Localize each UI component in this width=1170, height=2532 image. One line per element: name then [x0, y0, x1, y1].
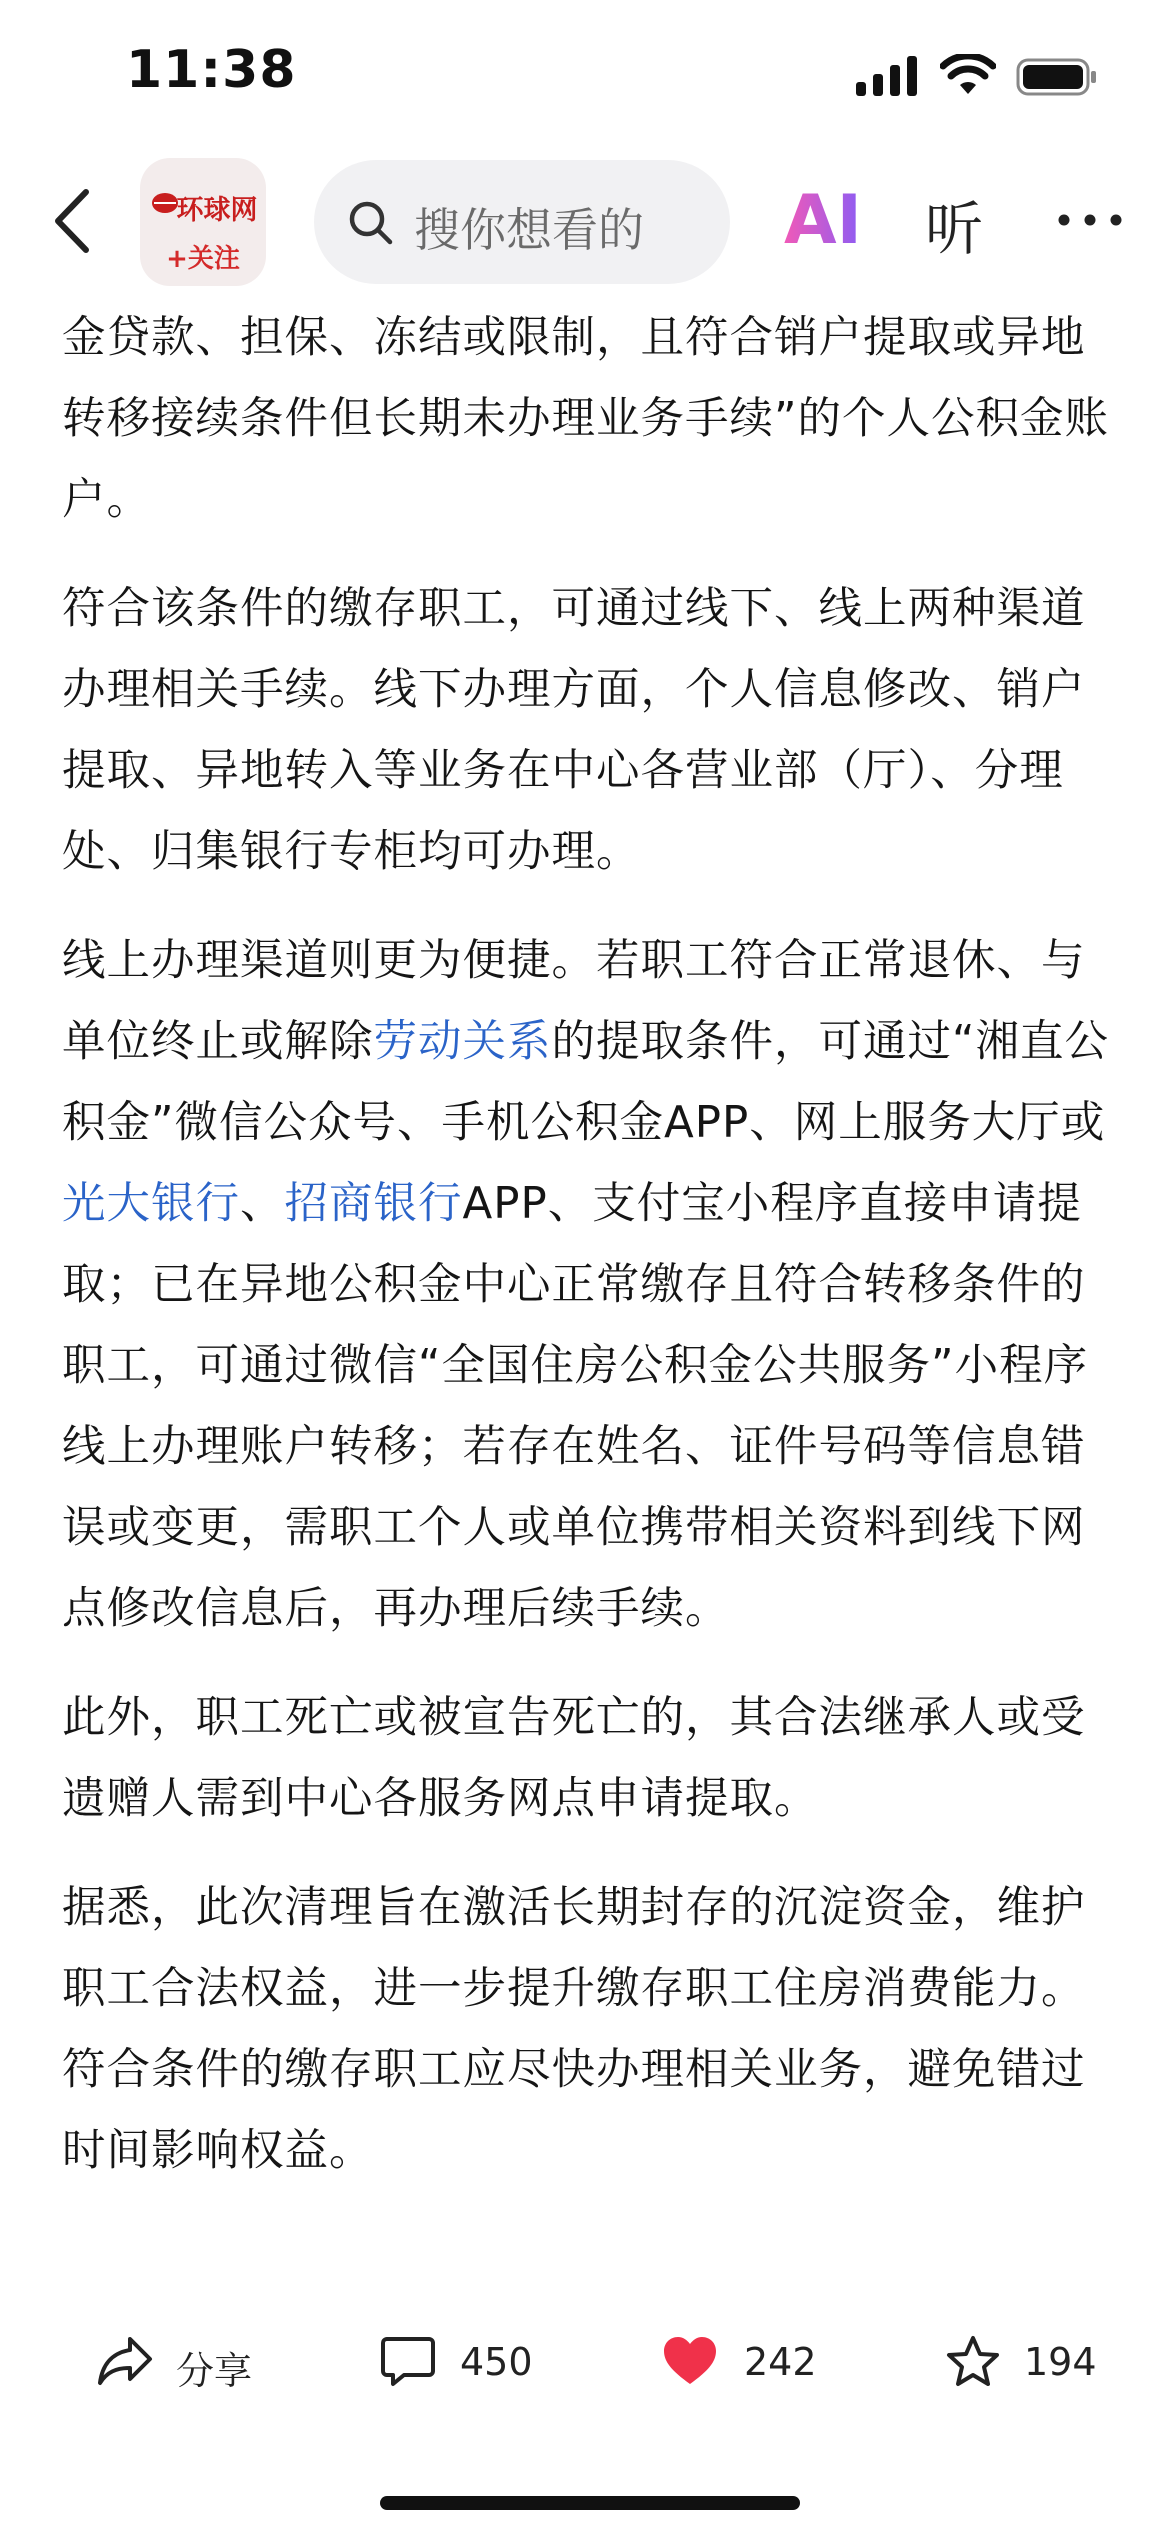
like-count: 242 — [744, 2340, 817, 2384]
paragraph-text: 符合该条件的缴存职工，可通过线下、线上两种渠道办理相关手续。线下办理方面，个人信息修改、销户提取、异地转入等业务在中心各营业部（厅）、分理处、归集银行专柜均可办理。 — [62, 584, 1086, 877]
article-body — [62, 298, 1112, 2192]
paragraph-text: 线上办理渠道则更为便捷。若职工符合正常退休、与单位终止或解除 — [62, 936, 1086, 1067]
home-indicator — [380, 2496, 800, 2510]
action-bar — [0, 2318, 1170, 2408]
heart-icon — [662, 2334, 718, 2388]
publisher-avatar[interactable] — [140, 158, 266, 286]
paragraph-text: 此外，职工死亡或被宣告死亡的，其合法继承人或受遗赠人需到中心各服务网点申请提取。 — [62, 1693, 1086, 1824]
status-bar — [0, 0, 1170, 150]
search-input[interactable] — [314, 160, 730, 284]
listen-button[interactable]: 听 — [925, 195, 984, 263]
article-paragraph — [62, 921, 1112, 1650]
share-label: 分享 — [176, 2349, 253, 2393]
article-paragraph — [62, 569, 1112, 893]
back-arrow-icon[interactable] — [48, 186, 98, 256]
article-paragraph — [62, 1868, 1112, 2192]
paragraph-text: 的提取条件，可通过“湘直公积金”微信公众号、手机公积金APP、网上服务大厅或 — [62, 1017, 1110, 1148]
battery-icon — [1016, 58, 1098, 96]
inline-link[interactable]: 劳动关系 — [373, 1017, 552, 1067]
comment-button[interactable] — [380, 2318, 560, 2408]
wifi-icon — [940, 54, 996, 96]
paragraph-text: APP、支付宝小程序直接申请提取；已在异地公积金中心正常缴存且符合转移条件的职工，可通过微信“全国住房公积金公共服务”小程序线上办理账户转移；若存在姓名、证件号码等信息错误或变更，需职工个人或单位携带相关资料到线下网点修改信息后，再办理后续手续。 — [62, 1179, 1089, 1634]
article-paragraph — [62, 298, 1112, 541]
ai-button[interactable] — [784, 176, 864, 266]
favorite-count: 194 — [1024, 2340, 1097, 2384]
article-paragraph — [62, 1678, 1112, 1840]
comment-icon — [380, 2334, 436, 2388]
share-icon — [96, 2334, 154, 2388]
paragraph-text: 金贷款、担保、冻结或限制，且符合销户提取或异地转移接续条件但长期未办理业务手续”的个人公积金账户。 — [62, 313, 1110, 525]
top-nav — [0, 150, 1170, 290]
paragraph-text: 据悉，此次清理旨在激活长期封存的沉淀资金，维护职工合法权益，进一步提升缴存职工住房消费能力。符合条件的缴存职工应尽快办理相关业务，避免错过时间影响权益。 — [62, 1883, 1086, 2176]
inline-link[interactable]: 招商银行 — [284, 1179, 463, 1229]
follow-button[interactable]: +关注 — [166, 244, 240, 274]
search-icon — [348, 200, 394, 246]
status-time: 11:38 — [126, 40, 297, 100]
comment-count: 450 — [460, 2340, 533, 2384]
inline-link[interactable]: 光大银行 — [62, 1179, 240, 1229]
ai-label: AI — [784, 176, 864, 266]
star-icon — [944, 2334, 1002, 2390]
share-button[interactable] — [96, 2318, 276, 2408]
favorite-button[interactable] — [944, 2318, 1124, 2408]
paragraph-text: 、 — [240, 1179, 285, 1229]
cellular-signal-icon — [856, 56, 920, 96]
like-button[interactable] — [662, 2318, 842, 2408]
brand-name: 环球网 — [176, 195, 258, 226]
more-options-icon[interactable] — [1056, 210, 1124, 230]
search-placeholder: 搜你想看的 — [414, 203, 644, 257]
